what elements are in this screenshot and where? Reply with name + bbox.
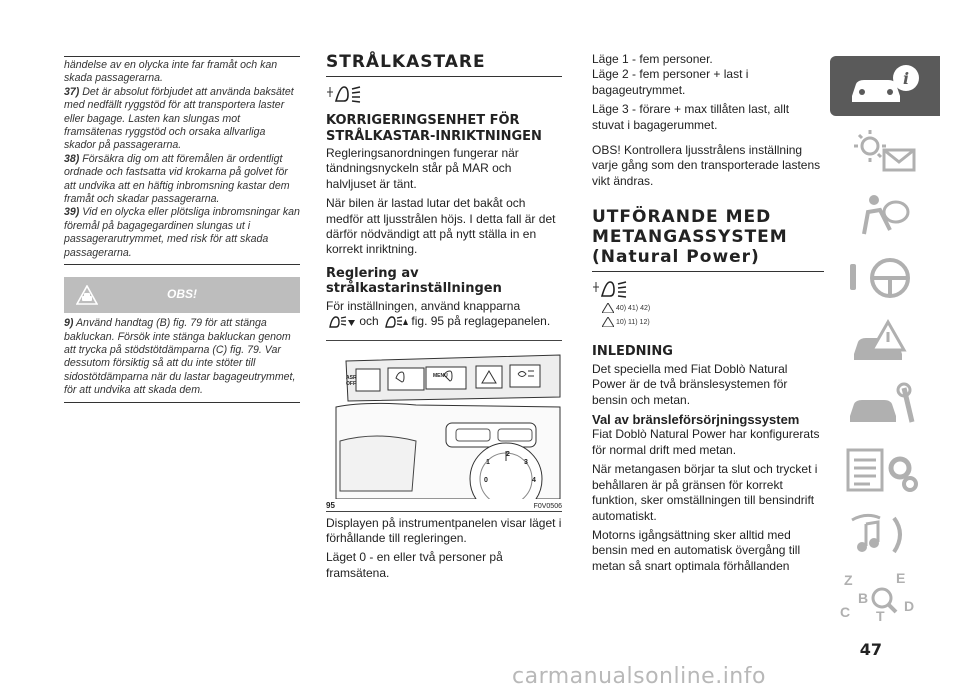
paragraph: Motorns igångsättning sker alltid med bensin med en automatisk övergång till metan så snart optimala förhållanden [592,527,801,573]
note-references: 10) 11) 12) [602,316,824,330]
letter-c: C [840,604,851,620]
dial-3: 3 [524,458,528,466]
asr-off-button: ASR OFF [346,374,357,387]
headlight-up-button-icon [382,315,408,329]
note-box [64,313,300,402]
subtitle-adjustment: Reglering av strålkastarinställningen [326,265,502,297]
paragraph: Fiat Doblò Natural Power har konfigurerats för normal drift med metan. [592,427,820,457]
warning-item-38: 38) Försäkra dig om att föremålen är ordentligt ordnade och fastsatta vid krokarna på golvet för att undvika att en häftig inbromsning kastar dem framåt och skadar passagerarna. [64,152,290,206]
paragraph: Det speciella med Fiat Doblò Natural Power är de två bränslesystemen för bensin och metan. [592,361,788,407]
paragraph: När bilen är lastad lutar det bakåt och medför att ljusstrålen höjs. I detta fall är det därför nödvändigt att på nytt ställa in en korrekt inriktning. [326,196,556,257]
right-column [592,52,824,578]
section-title-headlights: STRÅLKASTARE [326,52,562,77]
heading-introduction: INLEDNING [592,344,673,360]
warning-triangle-icon [602,303,614,313]
figure-number: 95 [326,500,335,510]
dial-1: 1 [486,458,490,466]
letter-b: B [858,590,869,606]
icon-row [592,278,824,302]
paragraph: Läget 0 - en eller två personer på framsätena. [326,550,503,580]
car-note-icon [602,317,614,327]
tab-index[interactable] [830,568,940,628]
headlight-icon [326,83,366,105]
dial-2: 2 [506,450,510,458]
car-warning-icon [844,318,924,366]
warning-box [64,56,300,265]
obs-banner [64,277,300,313]
steering-wheel-key-icon [844,254,924,302]
subtitle-correction-unit: KORRIGERINGSENHET FÖR STRÅLKASTAR-INRIKTNINGEN [326,113,542,144]
paragraph-obs: OBS! Kontrollera ljusstrålens inställning varje gång som den transporterade lastens vikt ändras. [592,143,821,188]
paragraph: Regleringsanordningen fungerar när tändningsnyckeln står på MAR och halvljuset är tänt. [326,146,519,191]
letter-d: D [904,598,915,614]
paragraph: Läge 1 - fem personer. [592,52,713,66]
dial-4: 4 [532,476,536,484]
paragraph: När metangasen börjar ta slut och trycket i behållaren är på gränsen för korrekt funktion, sker omställningen till bensindrift automatiskt. [592,462,818,523]
car-info-icon [844,62,924,110]
paragraph: Läge 3 - förare + max tillåten last, allt stuvat i bagagerummet. [592,102,790,132]
watermark: carmanualsonline.info [512,664,766,689]
tab-maintenance[interactable] [830,376,940,436]
tab-multimedia[interactable] [830,504,940,564]
settings-list-icon [844,446,924,494]
svg-text:i: i [903,69,910,88]
tab-car-info[interactable] [830,56,940,116]
airbag-icon [844,190,924,238]
car-wrench-icon [844,382,924,430]
warning-text-0: händelse av en olycka inte far framåt och kan skada passagerarna. [64,59,278,85]
sun-envelope-icon [844,126,924,174]
section-title-methane: UTFÖRANDE MED METANGASSYSTEM (Natural Power) [592,207,824,272]
chapter-sidebar [830,56,940,632]
obs-label: OBS! [167,287,197,302]
headlight-icon [592,278,632,300]
page-number: 47 [859,640,882,659]
figure-code: F0V0506 [533,502,562,510]
left-column [64,56,300,403]
paragraph: Läge 2 - fem personer + last i bagageutrymmet. [592,67,749,97]
warning-references: 40) 41) 42) [602,302,824,316]
tab-starting-driving[interactable] [830,248,940,308]
paragraph-adjustment: För inställningen, använd knapparna och fig. 95 på reglagepanelen. [326,298,551,329]
music-phone-icon [844,510,924,558]
menu-button: MENU [433,372,448,379]
warning-item-37: 37) Det är absolut förbjudet att använda baksätet med nedfällt ryggstöd för att transportera laster eller bagage. Lasten kan slungas mot framsätenas ryggstöd och orsaka allvarliga skador på passagerarna. [64,85,294,152]
heading-fuel-selection: Val av bränsleförsörjningssystem [592,411,800,427]
tab-technical-data[interactable] [830,440,940,500]
dial-0: 0 [484,476,488,484]
paragraph: Displayen på instrumentpanelen visar läget i förhållande till regleringen. [326,515,562,546]
control-panel-drawing [326,341,562,499]
note-item-9: 9) Använd handtag (B) fig. 79 för att stänga bakluckan. Försök inte stänga bakluckan genom att trycka på stödstötdämparna (C) fig. 79. Var dessutom försiktig så att du inte stöter till sidostötdämparna när du lastar bagageutrymmet, för att undvika att skada dem. [64,317,296,397]
tab-lights-messages[interactable] [830,120,940,180]
letter-t: T [876,608,885,624]
headlight-down-button-icon [326,315,356,329]
letter-z: Z [844,572,853,588]
letter-e: E [896,570,906,586]
middle-column [326,52,562,585]
icon-row [326,83,562,107]
figure-95-control-panel [326,340,562,512]
warning-item-39: 39) Vid en olycka eller plötsliga inbromsningar kan föremål på bagagegardinen slungas ut i passagerarutrymmet, med risk för att skada passagerarna. [64,206,300,259]
tab-emergency[interactable] [830,312,940,372]
tab-safety[interactable] [830,184,940,244]
